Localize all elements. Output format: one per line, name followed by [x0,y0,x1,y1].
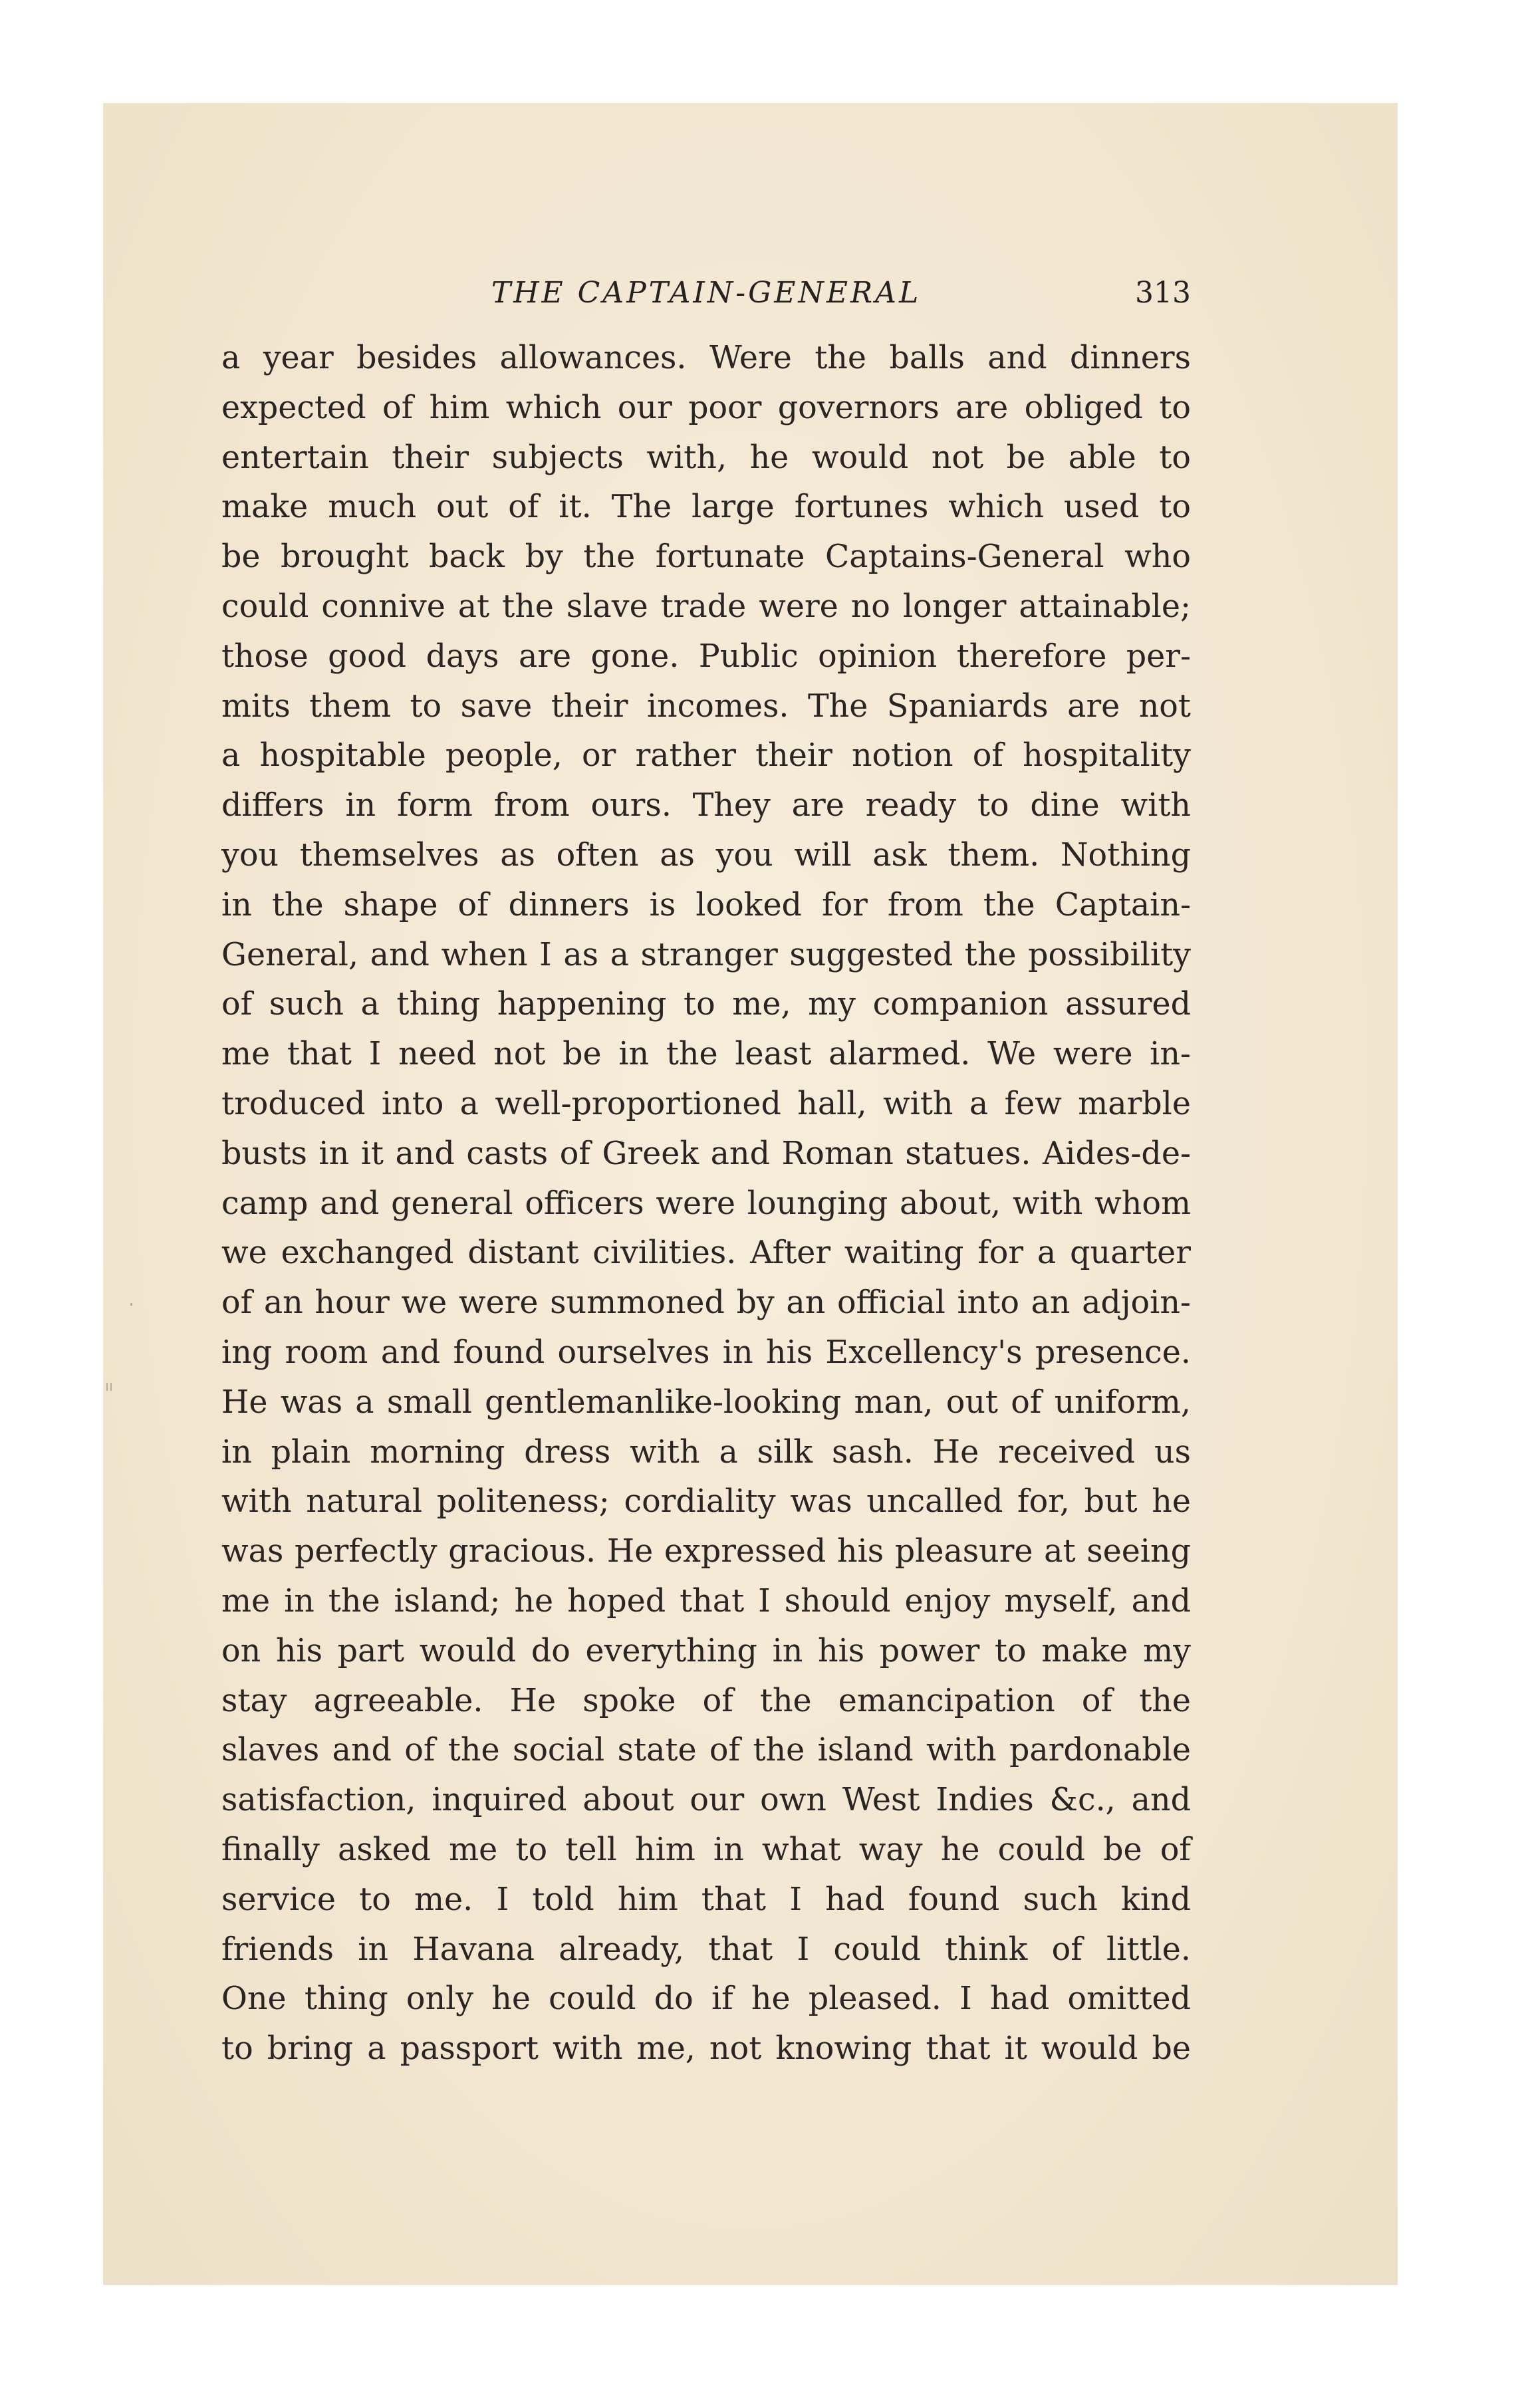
text-line: He was a small gentlemanlike-looking man, out of uniform, [221,1384,1191,1421]
text-line: of an hour we were summoned by an official into an adjoin- [221,1284,1191,1322]
text-line: entertain their subjects with, he would not be able to [221,439,1191,476]
text-line: mits them to save their incomes. The Spaniards are not [221,687,1191,725]
text-line: friends in Havana already, that I could think of little. [221,1931,1191,1968]
text-line: stay agreeable. He spoke of the emancipation of the [221,1682,1191,1719]
body-text [221,334,1191,2074]
text-line: service to me. I told him that I had found such kind [221,1881,1191,1918]
margin-speck [106,1383,108,1391]
text-line: be brought back by the fortunate Captains-General who [221,539,1191,576]
text-line: differs in form from ours. They are ready to dine with [221,787,1191,824]
text-line: General, and when I as a stranger suggested the possibility [221,936,1191,973]
margin-speck [130,1303,132,1306]
text-line: satisfaction, inquired about our own West Indies &c., and [221,1782,1191,1819]
text-line: finally asked me to tell him in what way he could be of [221,1831,1191,1868]
text-line: on his part would do everything in his power to make my [221,1632,1191,1669]
text-line: slaves and of the social state of the island with pardonable [221,1732,1191,1769]
text-line: One thing only he could do if he pleased. I had omitted [221,1981,1191,2018]
text-line: busts in it and casts of Greek and Roman statues. Aides-de- [221,1135,1191,1172]
text-line: in the shape of dinners is looked for from the Captain- [221,886,1191,923]
text-line: with natural politeness; cordiality was uncalled for, but he [221,1483,1191,1520]
text-line: make much out of it. The large fortunes which used to [221,489,1191,526]
text-line: of such a thing happening to me, my companion assured [221,986,1191,1023]
text-line: ing room and found ourselves in his Excellency's presence. [221,1334,1191,1371]
text-line: camp and general officers were lounging about, with whom [221,1185,1191,1222]
text-line: those good days are gone. Public opinion therefore per- [221,638,1191,675]
text-line: troduced into a well-proportioned hall, with a few marble [221,1085,1191,1122]
page-number: 313 [1135,276,1191,310]
text-line: me in the island; he hoped that I should enjoy myself, and [221,1582,1191,1620]
text-line: you themselves as often as you will ask them. Nothing [221,836,1191,874]
text-line: me that I need not be in the least alarmed. We were in- [221,1036,1191,1073]
text-line: a year besides allowances. Were the balls and dinners [221,340,1191,376]
text-line: could connive at the slave trade were no longer attainable; [221,588,1191,625]
text-line: expected of him which our poor governors are obliged to [221,389,1191,426]
text-line: was perfectly gracious. He expressed his pleasure at seeing [221,1533,1191,1570]
text-line: a hospitable people, or rather their notion of hospitality [221,737,1191,775]
running-title: THE CAPTAIN-GENERAL [491,276,922,310]
text-line: in plain morning dress with a silk sash. He received us [221,1433,1191,1471]
text-line: to bring a passport with me, not knowing that it would be [221,2030,1191,2068]
margin-speck [110,1383,112,1391]
page-header [221,276,1191,322]
text-line: we exchanged distant civilities. After waiting for a quarter [221,1235,1191,1272]
